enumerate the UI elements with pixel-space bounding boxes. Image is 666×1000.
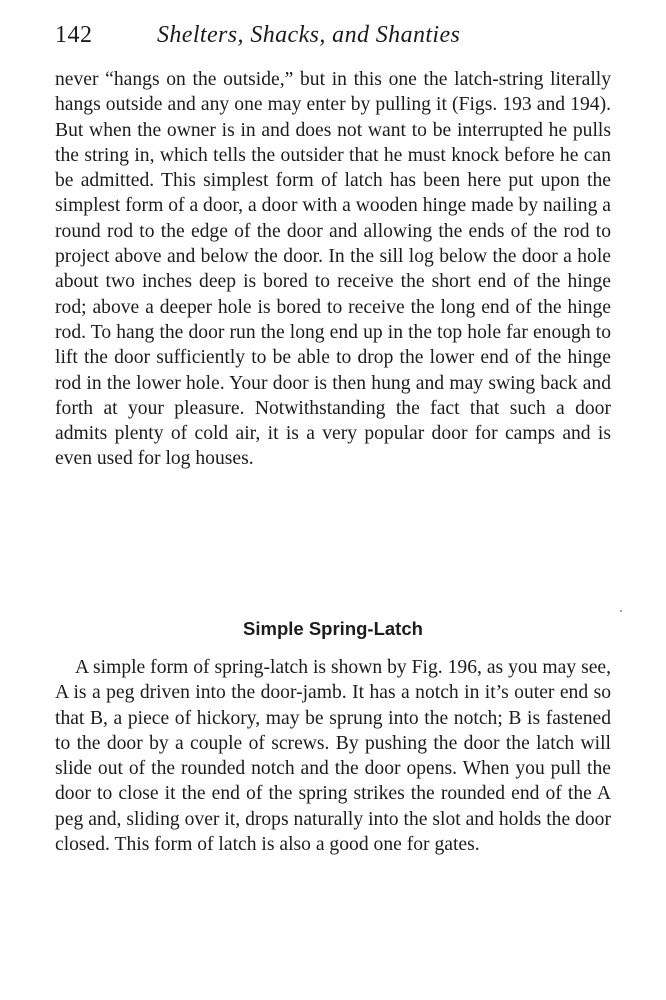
scan-speck: [620, 610, 622, 612]
paragraph-spring-latch: A simple form of spring-latch is shown by Fig. 196, as you may see, A is a peg driven into the door-jamb. It has a notch in it’s outer end so that B, a piece of hickory, may be sprung into the notch; B is fastened to the door by a couple of screws. By pushing the door the latch will slide out of the rounded notch and the door opens. When you pull the door to close it the end of the spring strikes the rounded end of the A peg and, sliding over it, drops naturally into the slot and holds the door closed. This form of latch is also a good one for gates.: [55, 657, 611, 856]
section-heading: Simple Spring-Latch: [243, 618, 423, 639]
running-head: [55, 18, 615, 52]
book-title: Shelters, Shacks, and Shanties: [157, 22, 461, 48]
paragraph-latch-string-door: never “hangs on the outside,” but in this one the latch-string literally hangs outside and any one may enter by pulling it (Figs. 193 and 194). But when the owner is in and does not want to be interrupted he pulls the string in, which tells the outsider that he must knock before he can be admitted. This simplest form of latch has been here put upon the simplest form of a door, a door with a wooden hinge made by nailing a round rod to the edge of the door and allowing the ends of the rod to project above and below the door. In the sill log below the door a hole about two inches deep is bored to receive the short end of the hinge rod; above a deeper hole is bored to receive the long end of the hinge rod. To hang the door run the long end up in the top hole far enough to lift the door sufficiently to be able to drop the lower end of the hinge rod in the lower hole. Your door is then hung and may swing back and forth at your pleasure. Notwithstanding the fact that such a door admits plenty of cold air, it is a very popular door for camps and is even used for log houses.: [55, 69, 611, 470]
page-number: 142: [55, 22, 93, 48]
